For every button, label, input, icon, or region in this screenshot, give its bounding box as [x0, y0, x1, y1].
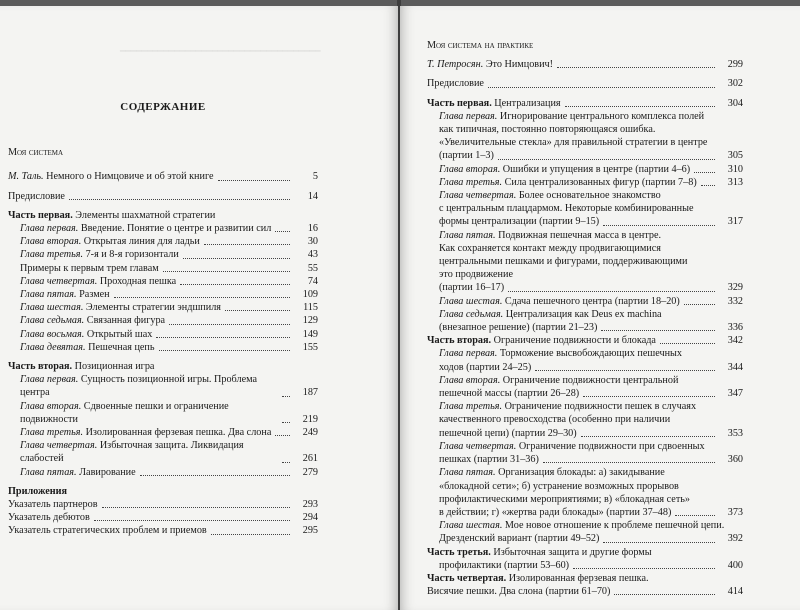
- toc-entry: в действии; г) «жертва ради блокады» (партии 37–48) 373: [439, 506, 743, 518]
- toc-entry: Указатель стратегических проблем и приемов 295: [8, 525, 318, 537]
- chapter-text: центральными пешками и фигурами, поддерживающими: [439, 256, 688, 268]
- toc-entry: Глава вторая. Открытая линия для ладьи 30: [20, 236, 318, 248]
- right-page: [400, 6, 800, 610]
- toc-entry: Указатель дебютов 294: [8, 512, 318, 524]
- toc-entry: Указатель партнеров 293: [8, 499, 318, 511]
- toc-entry: Глава третья. Сила централизованных фигур (партии 7–8) 313: [439, 176, 743, 188]
- part-title: Часть третья. Избыточная защита и другие формы: [427, 546, 652, 558]
- toc-entry: Глава седьмая. Связанная фигура 129: [20, 315, 318, 327]
- chapter-text: Глава пятая. Подвижная пешечная масса в центре.: [439, 229, 662, 241]
- part-title: Часть вторая. Ограничение подвижности и блокада 342: [427, 335, 743, 347]
- chapter-text: Глава вторая. Ограничение подвижности центральной: [439, 374, 679, 386]
- chapter-text: как типичная, постоянно повторяющаяся ошибка.: [439, 124, 656, 136]
- toc-entry: Глава пятая. Лавирование 279: [20, 466, 318, 478]
- toc-entry: (внезапное решение) (партии 21–23) 336: [439, 322, 743, 334]
- toc-entry: Глава вторая. Ошибки и упущения в центре (партии 4–6) 310: [439, 163, 743, 175]
- toc-entry: Глава шестая. Сдача пешечного центра (партии 18–20) 332: [439, 295, 743, 307]
- chapter-text: Глава четвертая. Ограничение подвижности при сдвоенных: [439, 440, 705, 452]
- chapter-text: Как сохраняется контакт между продвигающимися: [439, 242, 661, 254]
- chapter-text: Глава четвертая. Более основательное знакомство: [439, 190, 661, 202]
- toc-entry: Глава третья. Изолированная ферзевая пешка. Два слона 249: [20, 427, 318, 439]
- toc-entry: пешках (партии 31–36) 360: [439, 454, 743, 466]
- chapter-text: качественного превосходства (особенно при наличии: [439, 414, 671, 426]
- chapter-text: с центральным плацдармом. Некоторые комбинированные: [439, 203, 694, 215]
- right-toc: [427, 39, 743, 598]
- toc-entry: Т. Петросян. Это Нимцович! 299: [427, 59, 743, 71]
- chapter-text: «Увеличительные стекла» для правильной стратегии в центре: [439, 137, 708, 149]
- toc-entry: формы централизации (партии 9–15) 317: [439, 216, 743, 228]
- toc-entry: Предисловие 302: [427, 78, 743, 90]
- part-title: Часть вторая. Позиционная игра: [8, 361, 155, 373]
- toc-entry: ходов (партии 24–25) 344: [439, 361, 743, 373]
- chapter-text: профилактическими мероприятиями; в) «блокадная сеть»: [439, 493, 691, 505]
- part-title: Часть первая. Элементы шахматной стратегии: [8, 209, 216, 221]
- toc-entry: Глава первая. Введение. Понятие о центре и развитии сил 16: [20, 223, 318, 235]
- toc-entry: Глава вторая. Сдвоенные пешки и ограничение подвижности 219: [20, 400, 318, 425]
- toc-heading: СОДЕРЖАНИЕ: [120, 101, 206, 113]
- chapter-text: «блокадной сети»; б) устранение возможных прорывов: [439, 480, 679, 492]
- left-toc: [8, 101, 318, 538]
- toc-entry: Глава пятая. Размен 109: [20, 289, 318, 301]
- chapter-text: Глава третья. Ограничение подвижности пешек в случаях: [439, 401, 697, 413]
- toc-entry: Глава четвертая. Избыточная защита. Ликвидация слабостей 261: [20, 440, 318, 465]
- toc-entry: Примеры к первым трем главам 55: [20, 262, 318, 274]
- toc-entry: Висячие пешки. Два слона (партии 61–70) 414: [427, 586, 743, 598]
- toc-entry: пешечной цепи) (партии 29–30) 353: [439, 427, 743, 439]
- chapter-text: Глава первая. Торможение высвобождающих пешечных: [439, 348, 682, 360]
- section-title: Моя система: [8, 147, 64, 159]
- toc-entry: Глава шестая. Элементы стратегии эндшпиля 115: [20, 302, 318, 314]
- left-page: [0, 6, 398, 610]
- part-two-list: [8, 373, 318, 479]
- toc-entry: профилактики (партии 53–60) 400: [439, 559, 743, 571]
- part-title: Часть четвертая. Изолированная ферзевая пешка.: [427, 572, 649, 584]
- part-one-list: [8, 222, 318, 354]
- chapter-text: Глава седьмая. Централизация как Deus ex machina: [439, 308, 662, 320]
- appendix-title: Приложения: [8, 485, 68, 497]
- bleed-through-text: ━━━━━━━━━━━━━━━━━━━━━━━━━━━━━━━━━━━━━: [120, 46, 321, 56]
- toc-entry: Глава восьмая. Открытый шах 149: [20, 328, 318, 340]
- chapter-text: Глава шестая. Мое новое отношение к проблеме пешечной цепи.: [439, 520, 725, 532]
- toc-entry: Предисловие 14: [8, 190, 318, 202]
- toc-entry: Дрезденский вариант (партии 49–52) 392: [439, 533, 743, 545]
- chapter-text: Глава пятая. Организация блокады: а) закидывание: [439, 467, 665, 479]
- chapter-text: это продвижение: [439, 269, 513, 281]
- toc-entry: Глава третья. 7-я и 8-я горизонтали 43: [20, 249, 318, 261]
- toc-entry: Глава девятая. Пешечная цепь 155: [20, 341, 318, 353]
- toc-entry: пешечной массы (партии 26–28) 347: [439, 388, 743, 400]
- toc-entry: М. Таль. Немного о Нимцовиче и об этой книге 5: [8, 171, 318, 183]
- toc-entry: (партии 1–3) 305: [439, 150, 743, 162]
- toc-entry: Глава четвертая. Проходная пешка 74: [20, 275, 318, 287]
- chapter-text: Глава первая. Игнорирование центрального комплекса полей: [439, 110, 705, 122]
- section-title: Моя система на практике: [427, 40, 534, 51]
- part-title: Часть первая. Централизация 304: [427, 97, 743, 109]
- toc-entry: (партии 16–17) 329: [439, 282, 743, 294]
- toc-entry: Глава первая. Сущность позиционной игры. Проблема центра 187: [20, 374, 318, 399]
